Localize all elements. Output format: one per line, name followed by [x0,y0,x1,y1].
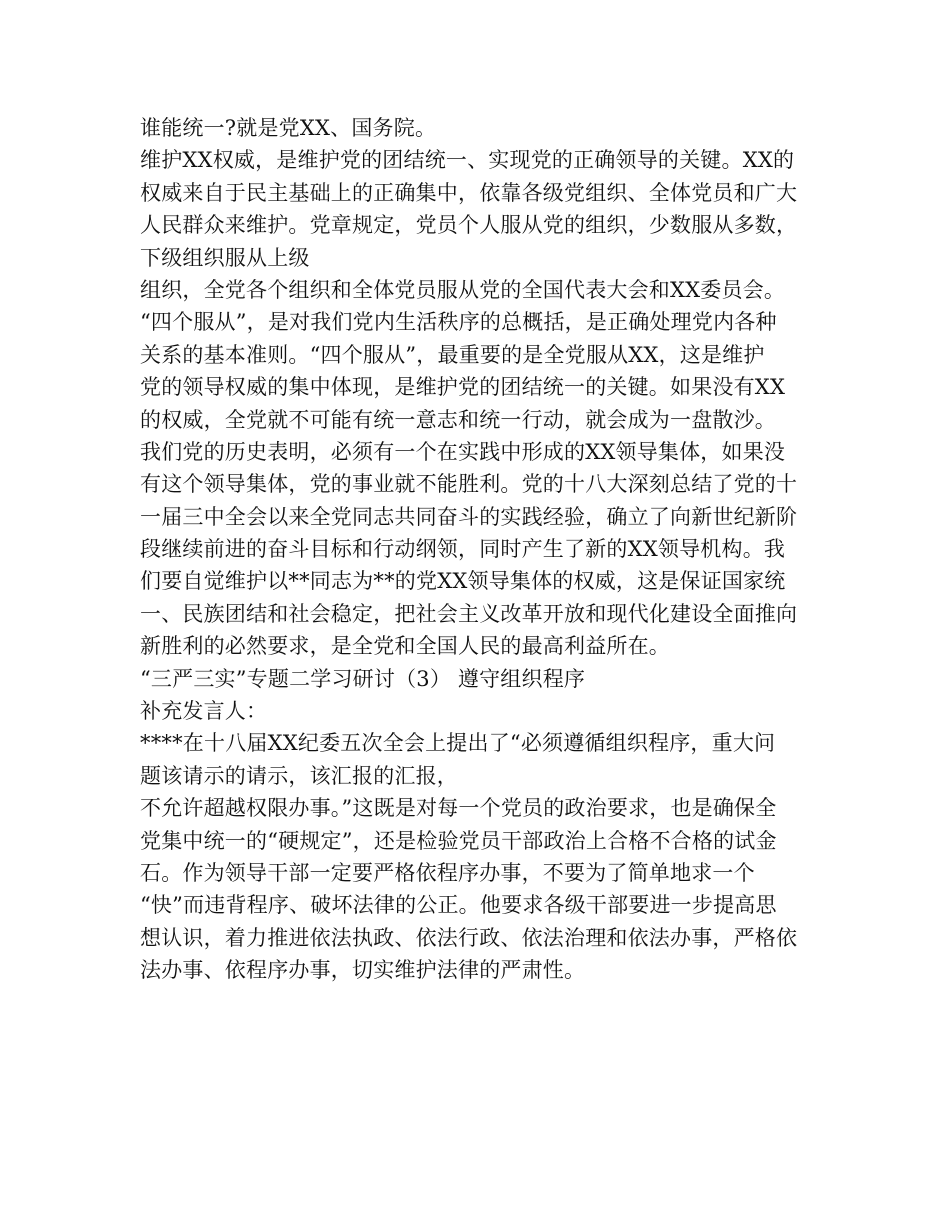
text-line: 一届三中全会以来全党同志共同奋斗的实践经验，确立了向新世纪新阶 [140,504,798,529]
text-line: 组织，全党各个组织和全体党员服从党的全国代表大会和XX委员会。 [140,277,786,302]
text-line: 有这个领导集体，党的事业就不能胜利。党的十八大深刻总结了党的十 [140,472,798,497]
text-line: 法办事、依程序办事，切实维护法律的严肃性。 [140,958,586,983]
text-line: 权威来自于民主基础上的正确集中，依靠各级党组织、全体党员和广大 [140,180,798,205]
text-line: 的权威，全党就不可能有统一意志和统一行动，就会成为一盘散沙。 [140,407,776,432]
text-line: 我们党的历史表明，必须有一个在实践中形成的XX领导集体，如果没 [140,439,786,464]
text-line: 下级组织服从上级 [140,245,310,270]
text-line: 题该请示的请示，该汇报的汇报， [140,763,458,788]
text-line: “快”而违背程序、破坏法律的公正。他要求各级干部要进一步提高思 [140,893,777,918]
text-line: 关系的基本准则。“四个服从”，最重要的是全党服从XX，这是维护 [140,342,765,367]
text-line: 段继续前进的奋斗目标和行动纲领，同时产生了新的XX领导机构。我 [140,537,786,562]
text-line: 党的领导权威的集中体现，是维护党的团结统一的关键。如果没有XX [140,375,786,400]
text-line: “四个服从”，是对我们党内生活秩序的总概括，是正确处理党内各种 [140,310,777,335]
text-line: “三严三实”专题二学习研讨（3） 遵守组织程序 [140,666,586,691]
text-line: 新胜利的必然要求，是全党和全国人民的最高利益所在。 [140,634,670,659]
text-line: 维护XX权威，是维护党的团结统一、实现党的正确领导的关键。XX的 [140,148,795,173]
text-line: 补充发言人： [140,699,268,724]
text-line: 们要自觉维护以**同志为**的党XX领导集体的权威，这是保证国家统 [140,569,786,594]
text-line: 想认识，着力推进依法执政、依法行政、依法治理和依法办事，严格依 [140,925,798,950]
text-line: 人民群众来维护。党章规定，党员个人服从党的组织，少数服从多数， [140,213,798,238]
text-line: ****在十八届XX纪委五次全会上提出了“必须遵循组织程序，重大问 [140,731,776,756]
document-body [140,112,820,987]
text-line: 不允许超越权限办事。”这既是对每一个党员的政治要求，也是确保全 [140,796,777,821]
text-line: 石。作为领导干部一定要严格依程序办事，不要为了简单地求一个 [140,860,755,885]
text-line: 谁能统一?就是党XX、国务院。 [140,116,437,140]
text-line: 党集中统一的“硬规定”，还是检验党员干部政治上合格不合格的试金 [140,828,777,853]
text-line: 一、民族团结和社会稳定，把社会主义改革开放和现代化建设全面推向 [140,601,798,626]
